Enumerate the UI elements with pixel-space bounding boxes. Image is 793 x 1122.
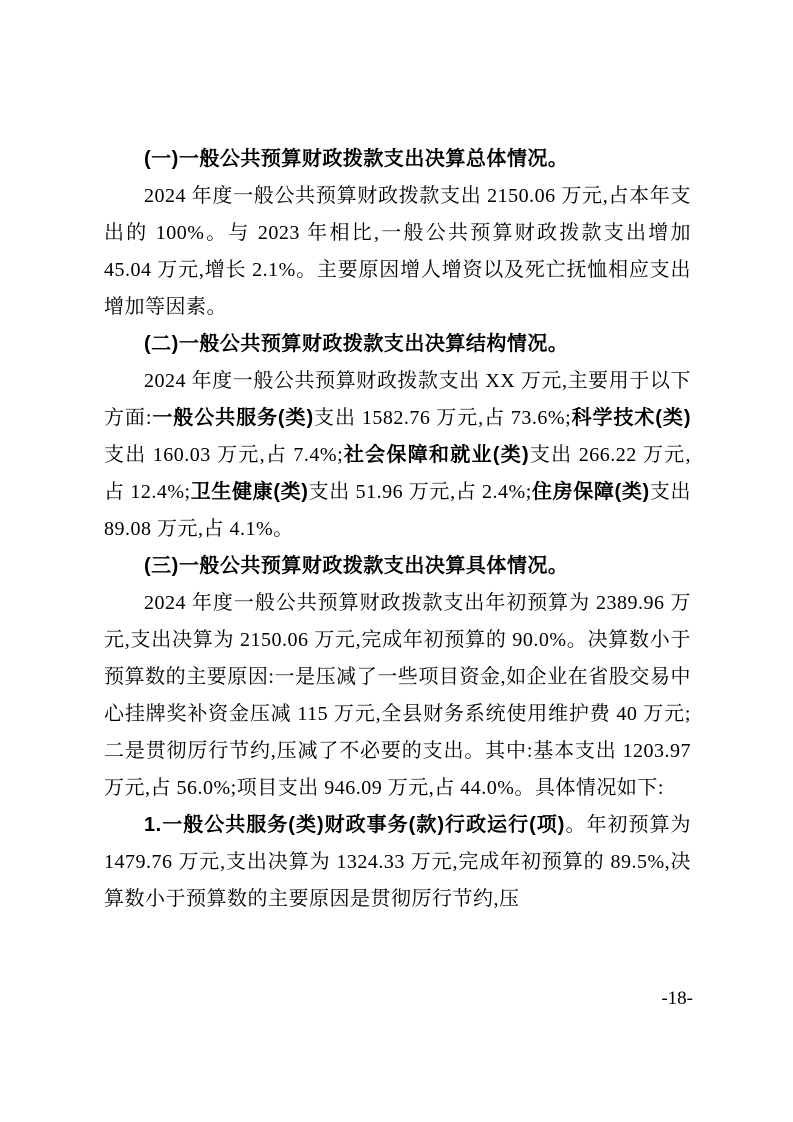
text-segment: 1.一般公共服务(类)财政事务(款)行政运行(项): [144, 814, 565, 836]
text-segment: 科学技术(类): [571, 407, 691, 429]
text-segment: 支出 51.96 万元,占 2.4%;: [308, 481, 532, 503]
text-segment: 住房保障(类): [531, 481, 650, 503]
text-segment: 卫生健康(类): [190, 481, 309, 503]
list-item-1: [104, 807, 691, 918]
text-segment: 。年初预算为 1479.76 万元,支出决算为 1324.33 万元,完成年初预算的 89.5%,决算数小于预算数的主要原因是贯彻厉行节约,压: [104, 814, 692, 910]
text-segment: 支出 266.22 万元,占 12.4%;: [104, 444, 691, 503]
section-heading-3: (三)一般公共预算财政拨款支出决算具体情况。: [144, 555, 569, 577]
text-segment: 社会保障和就业(类): [343, 444, 530, 466]
document-body: [104, 141, 691, 918]
text-segment: 一般公共服务(类): [151, 407, 314, 429]
paragraph-structure-situation: [104, 363, 691, 548]
section-heading-1: (一)一般公共预算财政拨款支出决算总体情况。: [144, 148, 569, 170]
text-segment: 2024 年度一般公共预算财政拨款支出 XX 万元,主要用于以下方面:: [104, 370, 691, 429]
section-heading-2: (二)一般公共预算财政拨款支出决算结构情况。: [144, 333, 569, 355]
text-segment: 支出 160.03 万元,占 7.4%;: [104, 444, 344, 466]
text-segment: 支出 89.08 万元,占 4.1%。: [104, 481, 692, 540]
text-segment: 支出 1582.76 万元,占 73.6%;: [313, 407, 572, 429]
page-number: -18-: [661, 988, 693, 1009]
paragraph-detail-situation: 2024 年度一般公共预算财政拨款支出年初预算为 2389.96 万元,支出决算为 2150.06 万元,完成年初预算的 90.0%。决算数小于预算数的主要原因:一是压减了一些项目资金,如企业在省股交易中心挂牌奖补资金压减 115 万元,全县财务系统使用维护费 40 万元;二是贯彻厉行节约,压减了不必要的支出。其中:基本支出 1203.97 万元,占 56.0%;项目支出 946.09 万元,占 44.0%。具体情况如下:: [104, 592, 691, 799]
paragraph-overall-situation: 2024 年度一般公共预算财政拨款支出 2150.06 万元,占本年支出的 100%。与 2023 年相比,一般公共预算财政拨款支出增加 45.04 万元,增长 2.1%。主要原因增人增资以及死亡抚恤相应支出增加等因素。: [104, 185, 691, 318]
